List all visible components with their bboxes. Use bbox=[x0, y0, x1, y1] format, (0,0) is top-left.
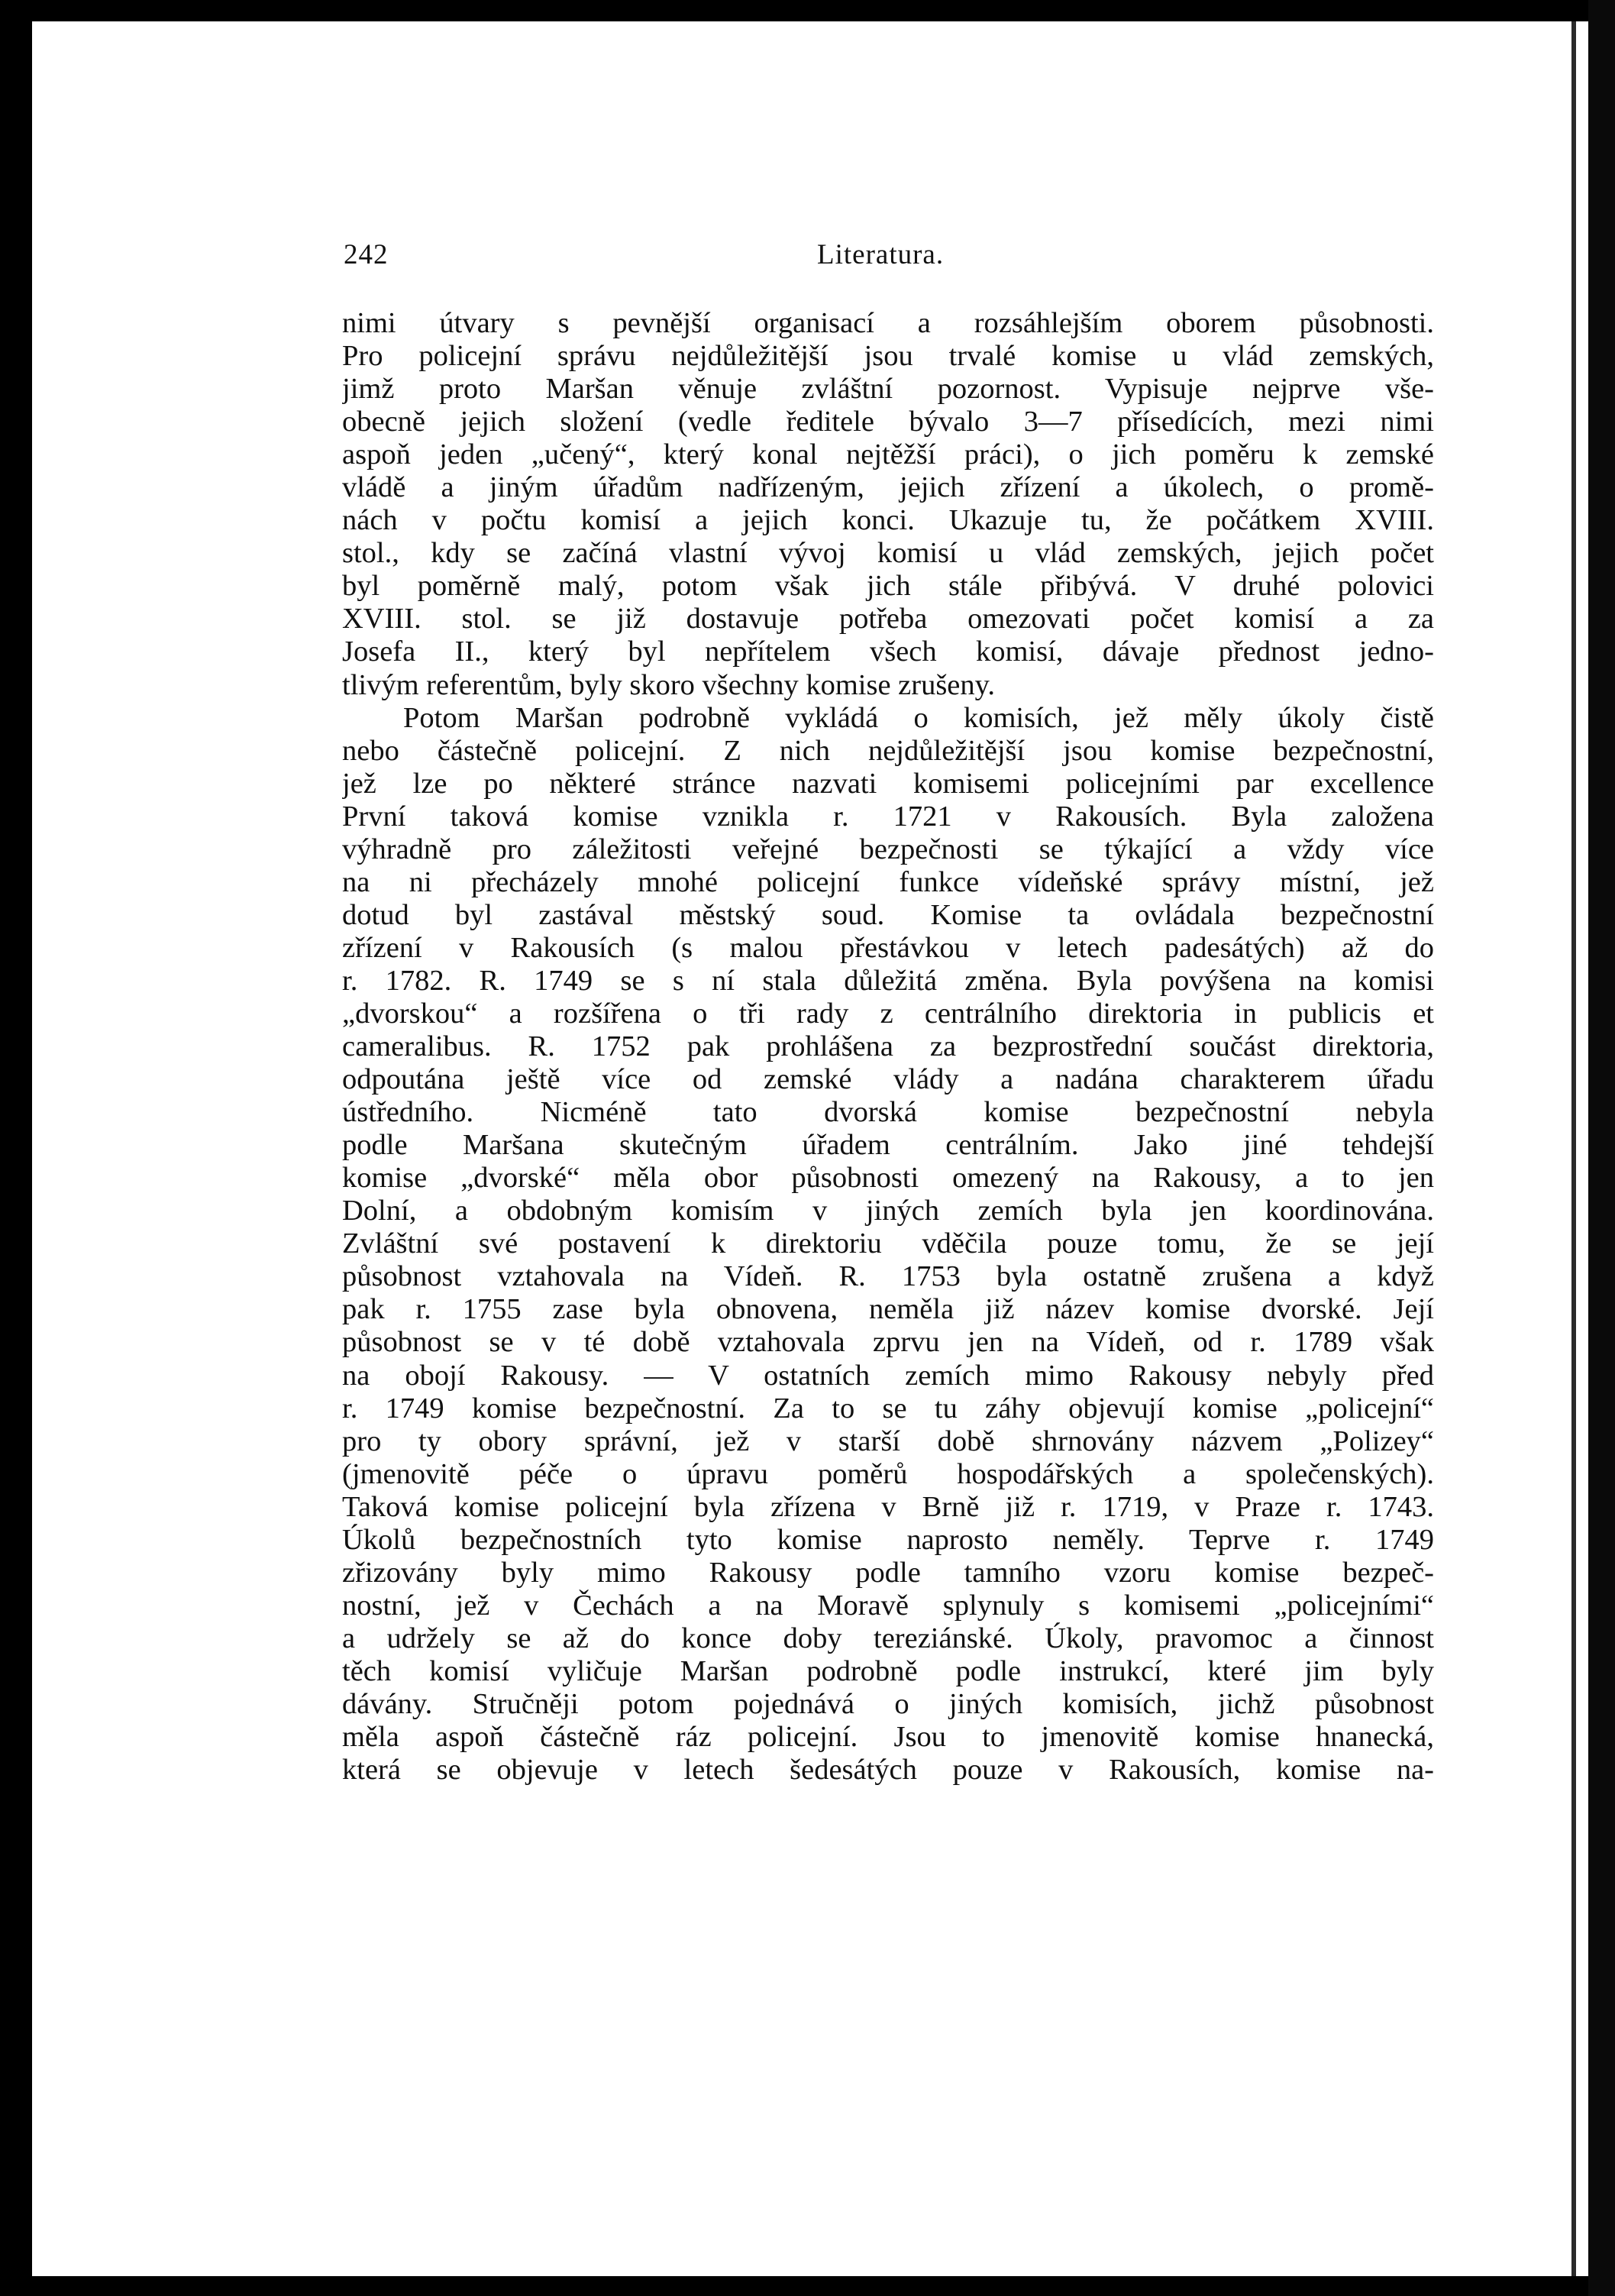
text-line: výhradně pro záležitosti veřejné bezpečnosti se týkající a vždy více bbox=[342, 833, 1434, 865]
text-line: odpoutána ještě více od zemské vlády a nadána charakterem úřadu bbox=[342, 1063, 1434, 1096]
page-header bbox=[344, 238, 1428, 276]
text-line: První taková komise vznikla r. 1721 v Rakousích. Byla založena bbox=[342, 800, 1434, 833]
text-line: dávány. Stručněji potom pojednává o jiných komisích, jichž působnost bbox=[342, 1687, 1434, 1720]
text-line: vládě a jiným úřadům nadřízeným, jejich zřízení a úkolech, o promě- bbox=[342, 471, 1434, 504]
running-title: Literatura. bbox=[817, 239, 945, 270]
text-line: pro ty obory správní, jež v starší době shrnovány názvem „Polizey“ bbox=[342, 1424, 1434, 1457]
text-line: pak r. 1755 zase byla obnovena, neměla již název komise dvorské. Její bbox=[342, 1293, 1434, 1326]
text-line: cameralibus. R. 1752 pak prohlášena za bezprostřední součást direktoria, bbox=[342, 1030, 1434, 1063]
text-line: komise „dvorské“ měla obor působnosti omezený na Rakousy, a to jen bbox=[342, 1162, 1434, 1195]
text-line: dotud byl zastával městský soud. Komise ta ovládala bezpečnostní bbox=[342, 898, 1434, 931]
text-line: Taková komise policejní byla zřízena v Brně již r. 1719, v Praze r. 1743. bbox=[342, 1490, 1434, 1523]
text-line: působnost vztahovala na Vídeň. R. 1753 byla ostatně zrušena a když bbox=[342, 1260, 1434, 1293]
text-line: a udržely se až do konce doby tereziánské. Úkoly, pravomoc a činnost bbox=[342, 1622, 1434, 1654]
text-line: nebo částečně policejní. Z nich nejdůležitější jsou komise bezpečnostní, bbox=[342, 734, 1434, 767]
text-line: na ni přecházely mnohé policejní funkce vídeňské správy místní, jež bbox=[342, 865, 1434, 898]
text-line: Potom Maršan podrobně vykládá o komisích, jež měly úkoly čistě bbox=[403, 701, 1434, 734]
text-line: ústředního. Nicméně tato dvorská komise bezpečnostní nebyla bbox=[342, 1096, 1434, 1129]
text-line: na obojí Rakousy. — V ostatních zemích mimo Rakousy nebyly před bbox=[342, 1359, 1434, 1392]
text-line: nimi útvary s pevnější organisací a rozsáhlejším oborem působnosti. bbox=[342, 307, 1434, 339]
text-line: aspoň jeden „učený“, který konal nejtěžší práci), o jich poměru k zemské bbox=[342, 438, 1434, 471]
text-line: XVIII. stol. se již dostavuje potřeba omezovati počet komisí a za bbox=[342, 603, 1434, 635]
text-line: zřízení v Rakousích (s malou přestávkou v letech padesátých) až do bbox=[342, 931, 1434, 964]
text-line: jimž proto Maršan věnuje zvláštní pozornost. Vypisuje nejprve vše- bbox=[342, 373, 1434, 406]
text-line: jež lze po některé stránce nazvati komisemi policejními par excellence bbox=[342, 767, 1434, 800]
text-line: nách v počtu komisí a jejich konci. Ukazuje tu, že počátkem XVIII. bbox=[342, 504, 1434, 537]
page-number: 242 bbox=[344, 239, 389, 270]
text-line: Zvláštní své postavení k direktoriu vděčila pouze tomu, že se její bbox=[342, 1227, 1434, 1260]
text-line: zřizovány byly mimo Rakousy podle tamního vzoru komise bezpeč- bbox=[342, 1556, 1434, 1589]
page-gutter-line bbox=[1571, 21, 1576, 2276]
text-line: (jmenovitě péče o úpravu poměrů hospodářských a společenských). bbox=[342, 1457, 1434, 1490]
text-line: Josefa II., který byl nepřítelem všech komisí, dávaje přednost jedno- bbox=[342, 635, 1434, 668]
text-line: která se objevuje v letech šedesátých pouze v Rakousích, komise na- bbox=[342, 1754, 1434, 1787]
text-line: podle Maršana skutečným úřadem centrálním. Jako jiné tehdejší bbox=[342, 1129, 1434, 1162]
text-line: r. 1782. R. 1749 se s ní stala důležitá změna. Byla povýšena na komisi bbox=[342, 964, 1434, 997]
text-line: Dolní, a obdobným komisím v jiných zemích byla jen koordinována. bbox=[342, 1195, 1434, 1227]
text-line: „dvorskou“ a rozšířena o tři rady z centrálního direktoria in publicis et bbox=[342, 997, 1434, 1030]
text-line: obecně jejich složení (vedle ředitele bývalo 3—7 přísedících, mezi nimi bbox=[342, 406, 1434, 438]
text-line: r. 1749 komise bezpečnostní. Za to se tu záhy objevují komise „policejní“ bbox=[342, 1392, 1434, 1424]
text-line: Úkolů bezpečnostních tyto komise naprosto neměly. Teprve r. 1749 bbox=[342, 1523, 1434, 1556]
body-text bbox=[342, 307, 1434, 1787]
text-line: těch komisí vyličuje Maršan podrobně podle instrukcí, které jim byly bbox=[342, 1654, 1434, 1687]
text-line: měla aspoň částečně ráz policejní. Jsou to jmenovitě komise hnanecká, bbox=[342, 1721, 1434, 1754]
text-line: stol., kdy se začíná vlastní vývoj komisí u vlád zemských, jejich počet bbox=[342, 537, 1434, 570]
text-line: tlivým referentům, byly skoro všechny komise zrušeny. bbox=[342, 668, 996, 701]
text-line: nostní, jež v Čechách a na Moravě splynuly s komisemi „policejními“ bbox=[342, 1589, 1434, 1622]
text-line: působnost se v té době vztahovala zprvu jen na Vídeň, od r. 1789 však bbox=[342, 1326, 1434, 1359]
text-line: Pro policejní správu nejdůležitější jsou trvalé komise u vlád zemských, bbox=[342, 340, 1434, 373]
text-line: byl poměrně malý, potom však jich stále přibývá. V druhé polovici bbox=[342, 570, 1434, 603]
scan-edge-bar bbox=[1588, 0, 1615, 2296]
